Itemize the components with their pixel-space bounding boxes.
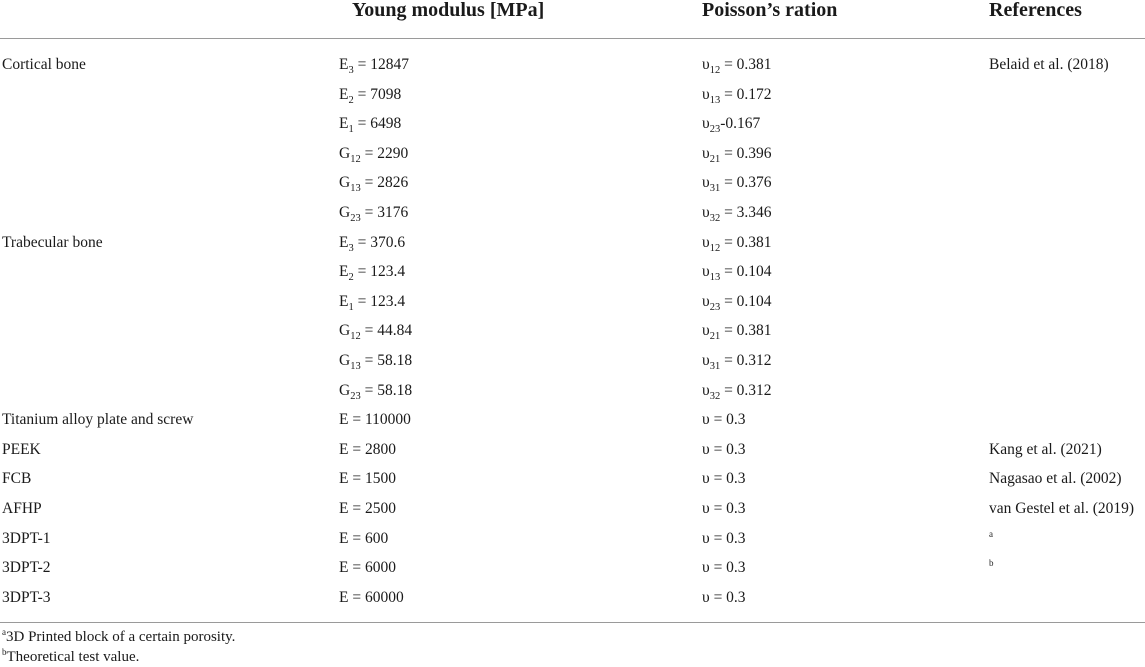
poisson-cell: [702, 529, 746, 551]
modulus-cell: [339, 381, 412, 403]
poisson-symbol: υ: [702, 500, 710, 517]
poisson-symbol: υ: [702, 529, 710, 547]
table-row: [0, 558, 1145, 588]
modulus-cell: [339, 410, 411, 432]
footnote-mark: a: [2, 627, 6, 637]
poisson-subscript: 32: [709, 213, 721, 224]
poisson-cell: [702, 469, 746, 491]
poisson-symbol: υ: [702, 144, 710, 162]
modulus-symbol: G: [339, 352, 351, 369]
modulus-symbol: E: [339, 470, 349, 488]
modulus-cell: [339, 262, 405, 284]
modulus-cell: [339, 203, 408, 225]
modulus-subscript: 12: [350, 153, 361, 165]
table-row: [0, 351, 1145, 381]
poisson-cell: [702, 262, 772, 284]
modulus-symbol: E: [339, 115, 349, 133]
modulus-cell: [339, 114, 401, 136]
poisson-cell: [702, 440, 746, 462]
poisson-cell: [702, 292, 772, 314]
modulus-value: = 370.6: [353, 233, 406, 251]
modulus-value: = 110000: [348, 411, 411, 429]
modulus-value: = 2800: [348, 440, 396, 458]
modulus-subscript: 1: [348, 124, 354, 136]
poisson-subscript: 12: [709, 65, 721, 76]
poisson-subscript: 13: [709, 272, 721, 284]
poisson-cell: [702, 381, 772, 403]
modulus-symbol: E: [339, 263, 349, 281]
poisson-subscript: 31: [709, 183, 721, 195]
reference-cell: Nagasao et al. (2002): [989, 470, 1122, 488]
poisson-cell: [702, 144, 772, 166]
modulus-subscript: 12: [350, 331, 361, 343]
modulus-value: = 3176: [360, 204, 409, 221]
modulus-subscript: 2: [348, 272, 354, 284]
table-row: [0, 410, 1145, 440]
poisson-symbol: υ: [702, 470, 710, 488]
modulus-subscript: 23: [350, 390, 361, 402]
modulus-subscript: 3: [348, 242, 354, 254]
modulus-subscript: 3: [348, 65, 354, 76]
table-row: [0, 114, 1145, 144]
table-header: [0, 0, 1145, 39]
poisson-value: = 0.396: [720, 144, 772, 162]
poisson-cell: [702, 114, 760, 136]
poisson-cell: [702, 85, 772, 107]
table-row: [0, 55, 1145, 85]
poisson-value: = 0.3: [709, 559, 746, 577]
modulus-value: = 6000: [348, 559, 396, 577]
poisson-symbol: υ: [702, 263, 710, 281]
modulus-value: = 7098: [353, 85, 402, 103]
modulus-value: = 2290: [360, 144, 409, 162]
modulus-value: = 58.18: [360, 381, 413, 399]
modulus-cell: [339, 440, 396, 462]
modulus-cell: [339, 173, 408, 195]
modulus-cell: [339, 469, 396, 491]
header-references: References: [989, 0, 1082, 21]
poisson-subscript: 23: [709, 124, 721, 136]
modulus-value: = 12847: [353, 56, 409, 73]
table-row: [0, 440, 1145, 470]
poisson-symbol: υ: [702, 322, 710, 340]
poisson-cell: [702, 499, 746, 521]
poisson-symbol: υ: [702, 352, 710, 369]
modulus-cell: [339, 499, 396, 521]
modulus-value: = 1500: [348, 470, 396, 488]
material-cell: 3DPT-3: [2, 588, 51, 606]
poisson-subscript: 31: [709, 361, 721, 372]
poisson-subscript: 23: [709, 301, 721, 313]
table-row: [0, 381, 1145, 411]
poisson-cell: [702, 233, 772, 255]
poisson-cell: [702, 558, 746, 580]
table-bottom-rule: [0, 622, 1145, 623]
material-cell: 3DPT-1: [2, 529, 51, 547]
modulus-cell: [339, 558, 396, 580]
reference-cell: Kang et al. (2021): [989, 440, 1102, 458]
reference-cell: van Gestel et al. (2019): [989, 500, 1135, 517]
poisson-value: = 0.3: [709, 500, 746, 517]
material-cell: Trabecular bone: [2, 233, 103, 251]
modulus-subscript: 23: [350, 213, 361, 224]
poisson-symbol: υ: [702, 559, 710, 577]
table-row: [0, 144, 1145, 174]
material-cell: Cortical bone: [2, 56, 86, 73]
poisson-symbol: υ: [702, 204, 710, 221]
poisson-symbol: υ: [702, 115, 710, 133]
poisson-value: = 0.104: [720, 263, 772, 281]
poisson-subscript: 12: [709, 242, 721, 254]
poisson-value: = 0.312: [720, 381, 772, 399]
modulus-subscript: 13: [350, 361, 361, 372]
poisson-symbol: υ: [702, 411, 710, 429]
poisson-subscript: 32: [709, 390, 721, 402]
poisson-value: -0.167: [720, 115, 761, 133]
modulus-symbol: E: [339, 559, 349, 577]
modulus-symbol: G: [339, 322, 351, 340]
poisson-value: = 0.104: [720, 292, 772, 310]
modulus-subscript: 2: [348, 94, 354, 106]
modulus-symbol: E: [339, 588, 349, 606]
footnote-text: Theoretical test value.: [6, 649, 140, 665]
poisson-value: = 0.381: [720, 322, 772, 340]
modulus-symbol: G: [339, 144, 351, 162]
modulus-value: = 2826: [360, 174, 409, 192]
reference-cell: b: [989, 558, 994, 569]
modulus-symbol: G: [339, 381, 351, 399]
poisson-cell: [702, 55, 772, 77]
footnote-a: [2, 628, 235, 647]
poisson-symbol: υ: [702, 440, 710, 458]
header-young-modulus: Young modulus [MPa]: [352, 0, 545, 21]
poisson-value: = 0.312: [720, 352, 772, 369]
modulus-cell: [339, 321, 412, 343]
modulus-symbol: E: [339, 500, 349, 517]
table-row: [0, 292, 1145, 322]
table-row: [0, 203, 1145, 233]
table-row: [0, 85, 1145, 115]
modulus-symbol: E: [339, 440, 349, 458]
poisson-cell: [702, 321, 772, 343]
poisson-cell: [702, 173, 772, 195]
modulus-subscript: 1: [348, 301, 354, 313]
modulus-symbol: E: [339, 529, 349, 547]
poisson-subscript: 21: [709, 331, 721, 343]
poisson-cell: [702, 410, 746, 432]
poisson-symbol: υ: [702, 233, 710, 251]
modulus-symbol: E: [339, 411, 349, 429]
modulus-symbol: G: [339, 174, 351, 192]
modulus-cell: [339, 55, 409, 77]
modulus-symbol: E: [339, 292, 349, 310]
modulus-value: = 123.4: [353, 292, 406, 310]
poisson-symbol: υ: [702, 56, 710, 73]
poisson-symbol: υ: [702, 381, 710, 399]
poisson-subscript: 21: [709, 153, 721, 165]
modulus-symbol: G: [339, 204, 351, 221]
material-cell: AFHP: [2, 500, 42, 517]
poisson-value: = 0.3: [709, 588, 746, 606]
poisson-subscript: 13: [709, 94, 721, 106]
poisson-value: = 0.3: [709, 470, 746, 488]
table-row: [0, 321, 1145, 351]
table-row: [0, 173, 1145, 203]
table-row: [0, 529, 1145, 559]
poisson-value: = 0.3: [709, 529, 746, 547]
material-cell: Titanium alloy plate and screw: [2, 411, 194, 429]
modulus-value: = 2500: [348, 500, 396, 517]
material-cell: PEEK: [2, 440, 41, 458]
table-row: [0, 588, 1145, 618]
table-row: [0, 469, 1145, 499]
footnote-mark: b: [2, 647, 7, 657]
modulus-subscript: 13: [350, 183, 361, 195]
poisson-symbol: υ: [702, 588, 710, 606]
modulus-cell: [339, 144, 408, 166]
modulus-value: = 600: [348, 529, 389, 547]
poisson-value: = 0.3: [709, 440, 746, 458]
poisson-cell: [702, 203, 772, 225]
table-row: [0, 262, 1145, 292]
modulus-cell: [339, 292, 405, 314]
modulus-cell: [339, 588, 404, 610]
poisson-value: = 0.381: [720, 233, 772, 251]
modulus-cell: [339, 529, 388, 551]
modulus-value: = 6498: [353, 115, 402, 133]
poisson-symbol: υ: [702, 85, 710, 103]
modulus-value: = 58.18: [360, 352, 413, 369]
table-row: [0, 499, 1145, 529]
poisson-value: = 0.172: [720, 85, 772, 103]
modulus-symbol: E: [339, 56, 349, 73]
table-row: [0, 233, 1145, 263]
header-poisson-ratio: Poisson’s ration: [702, 0, 838, 21]
poisson-symbol: υ: [702, 292, 710, 310]
footnote-text: 3D Printed block of a certain porosity.: [6, 629, 236, 645]
modulus-symbol: E: [339, 85, 349, 103]
modulus-cell: [339, 233, 405, 255]
poisson-value: = 3.346: [720, 204, 772, 221]
modulus-value: = 123.4: [353, 263, 406, 281]
poisson-symbol: υ: [702, 174, 710, 192]
material-cell: FCB: [2, 470, 32, 488]
poisson-value: = 0.381: [720, 56, 772, 73]
poisson-cell: [702, 588, 746, 610]
modulus-cell: [339, 85, 401, 107]
modulus-value: = 60000: [348, 588, 404, 606]
modulus-value: = 44.84: [360, 322, 413, 340]
modulus-symbol: E: [339, 233, 349, 251]
poisson-cell: [702, 351, 772, 373]
modulus-cell: [339, 351, 412, 373]
reference-cell: a: [989, 528, 993, 539]
poisson-value: = 0.376: [720, 174, 772, 192]
poisson-value: = 0.3: [709, 411, 746, 429]
material-cell: 3DPT-2: [2, 559, 51, 577]
footnote-b: [2, 648, 139, 667]
reference-cell: Belaid et al. (2018): [989, 56, 1109, 73]
